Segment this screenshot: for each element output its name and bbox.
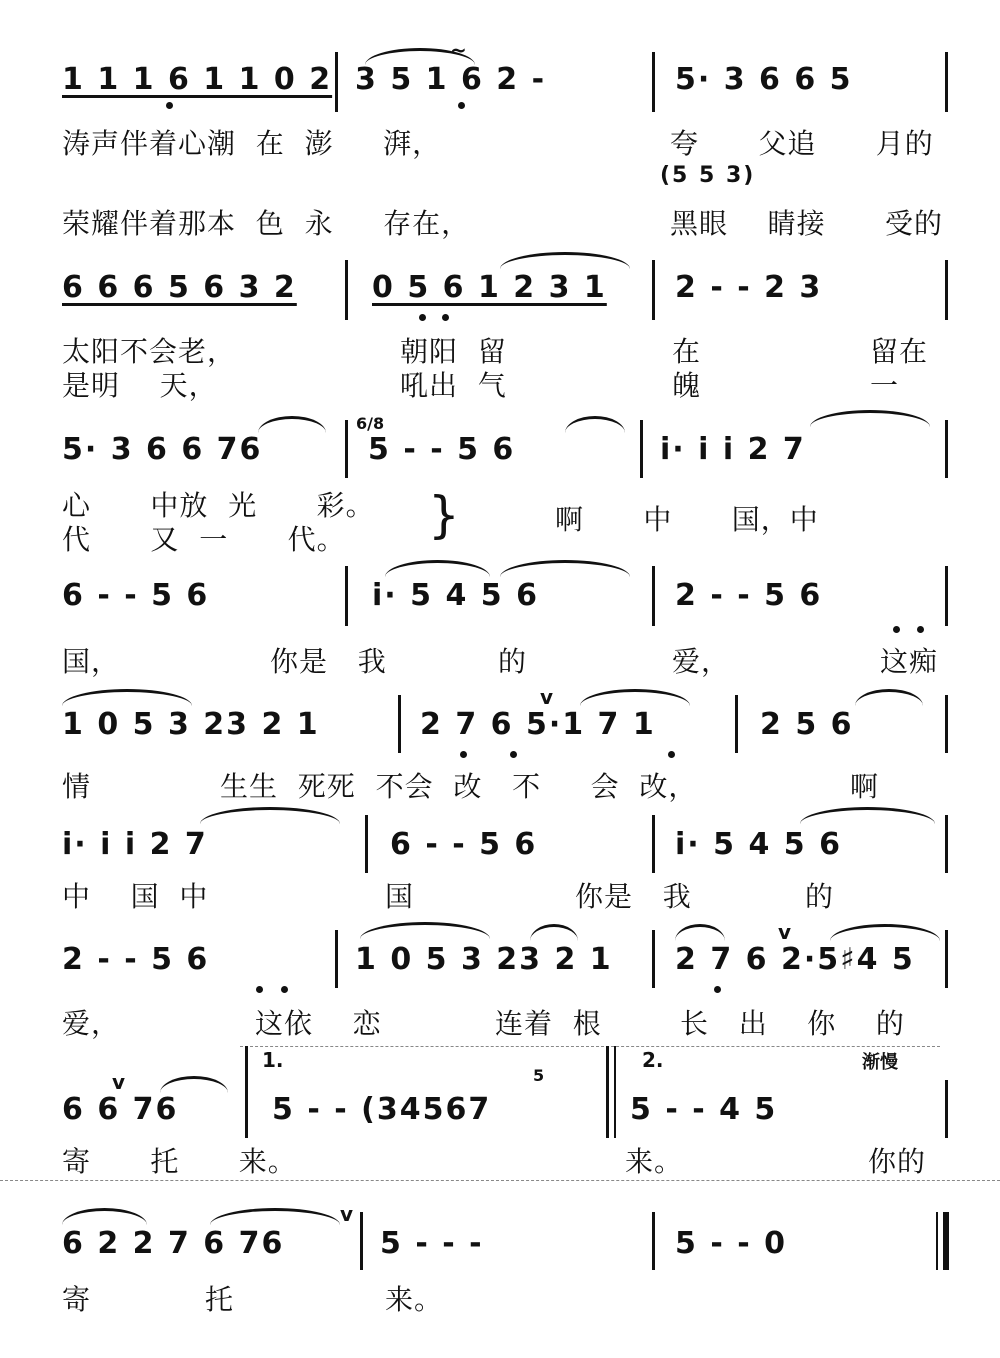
lyric-2f: 吼出 气 (400, 369, 507, 402)
lyric-2e: 是明 天， (62, 369, 218, 402)
low-octave-dot (510, 751, 517, 758)
lyric-2b: 朝阳 留 (400, 335, 507, 368)
low-octave-dot (419, 314, 426, 321)
barline (398, 695, 401, 753)
barline (945, 420, 948, 478)
barline (652, 930, 655, 988)
slur (580, 689, 690, 706)
barline (335, 52, 338, 112)
barline (945, 815, 948, 873)
barline (945, 52, 948, 112)
repeat-barline (606, 1046, 609, 1138)
slur (830, 924, 940, 941)
slur (530, 924, 578, 941)
breath-mark: v (112, 1070, 126, 1094)
barline (735, 695, 738, 753)
notes-measure-1: 6 6 76 (62, 1092, 179, 1127)
lyric-9c: 来。 (385, 1283, 444, 1316)
slur (810, 410, 930, 427)
brace: } (428, 486, 461, 544)
repeat-barline (614, 1046, 616, 1138)
lyric-7c: 连着 根 (495, 1007, 602, 1040)
barline (335, 930, 338, 988)
lyric-2d: 留在 (870, 335, 929, 368)
breath-mark: v (778, 920, 792, 944)
lyric-line-2a: 荣耀伴着那本 色 永 存在， (62, 207, 471, 240)
notes-measure-3: 5 - - 4 5 (630, 1092, 778, 1127)
barline (640, 420, 643, 478)
notes-measure-2: 0 5 6 1 2 3 1 (372, 270, 607, 305)
barline (652, 1212, 655, 1270)
lyric-6c: 你是 我 (575, 880, 692, 913)
final-barline (936, 1212, 938, 1270)
barline (652, 52, 655, 112)
lyric-8a: 寄 托 来。 (62, 1145, 297, 1178)
lyric-3c: 代 又 一 代。 (62, 523, 346, 556)
lyric-line-1a: 涛声伴着心潮 在 澎 湃， (62, 127, 442, 160)
lyric-2g: 魄 (672, 369, 702, 402)
low-octave-dot (668, 751, 675, 758)
notes-measure-3: 2 - - 5 6 (675, 578, 823, 613)
notes-measure-3: 5· 3 6 6 5 (675, 62, 853, 97)
slur (258, 416, 326, 433)
barline (945, 1080, 948, 1138)
breath-mark: v (340, 1202, 354, 1226)
lyric-7d: 长 出 你 的 (680, 1007, 905, 1040)
lyric-7b: 这依 恋 (255, 1007, 382, 1040)
lyric-5a: 情 (62, 770, 92, 803)
low-octave-dot (281, 986, 288, 993)
notes-measure-2: i· 5 4 5 6 (372, 578, 539, 613)
notes-measure-3: 5 - - 0 (675, 1226, 787, 1261)
barline (365, 815, 368, 873)
notes-measure-1: 6 - - 5 6 (62, 578, 210, 613)
lyric-3b: 啊 中 国，中 (555, 503, 819, 536)
low-octave-dot (917, 626, 924, 633)
slur (200, 807, 340, 824)
barline (945, 566, 948, 626)
notes-measure-3: 2 7 6 2·5♯4 5 (675, 942, 915, 977)
slur (160, 1076, 228, 1093)
lyric-4a: 国， (62, 645, 121, 678)
notes-measure-3: 2 - - 2 3 (675, 270, 823, 305)
notes-measure-1: 6 2 2 7 6 76 (62, 1226, 285, 1261)
slur (360, 922, 490, 939)
slur (500, 252, 630, 269)
alt-notes: (5 5 3) (660, 163, 756, 188)
volta-1: 1. (262, 1048, 284, 1072)
lyric-8b: 来。 (625, 1145, 684, 1178)
volta-line (240, 1046, 940, 1047)
notes-measure-2: 5 - - - (380, 1226, 484, 1261)
slur (210, 1208, 340, 1225)
notes-measure-2: 3 5 1 6 2 - (355, 62, 547, 97)
notes-measure-2: 2 7 6 5·1 7 1 (420, 707, 656, 742)
notes-measure-2: 6 - - 5 6 (390, 827, 538, 862)
slur (500, 560, 630, 577)
barline (945, 695, 948, 753)
barline (652, 260, 655, 320)
lyric-7a: 爱， (62, 1007, 121, 1040)
lyric-2c: 在 (672, 335, 702, 368)
lyric-8c: 你的 (868, 1145, 927, 1178)
tuplet-number: 5 (533, 1066, 545, 1085)
lyric-4b: 你是 我 (270, 645, 387, 678)
low-octave-dot (166, 102, 173, 109)
barline (652, 815, 655, 873)
slur (565, 416, 625, 433)
low-octave-dot (893, 626, 900, 633)
barline (945, 930, 948, 988)
lyric-line-2b: 黑眼 睛接 受的 (670, 207, 944, 240)
lyric-6d: 的 (805, 880, 835, 913)
notes-measure-1: 2 - - 5 6 (62, 942, 210, 977)
lyric-5b: 生生 死死 不会 改 不 会 改， (220, 770, 698, 803)
volta-2: 2. (642, 1048, 664, 1072)
barline (345, 566, 348, 626)
slur (675, 924, 725, 941)
notes-measure-2: 5 - - (34567 (272, 1092, 492, 1127)
barline (652, 566, 655, 626)
notes-measure-3: 2 5 6 (760, 707, 854, 742)
divider (0, 1180, 1000, 1181)
low-octave-dot (458, 102, 465, 109)
notes-measure-2: 1 0 5 3 23 2 1 (355, 942, 613, 977)
barline (945, 260, 948, 320)
notes-measure-3: i· i i 2 7 (660, 432, 806, 467)
lyric-3a: 心 中放 光 彩。 (62, 489, 375, 522)
lyric-9b: 托 (205, 1283, 235, 1316)
lyric-4d: 爱， (672, 645, 731, 678)
final-barline (943, 1212, 949, 1270)
breath-mark: v (540, 685, 554, 709)
lyric-4c: 的 (498, 645, 528, 678)
low-octave-dot (442, 314, 449, 321)
barline (245, 1046, 248, 1138)
notes-measure-1: i· i i 2 7 (62, 827, 208, 862)
lyric-line-1b: 夸 父追 月的 (670, 127, 934, 160)
lyric-6b: 国 (385, 880, 415, 913)
lyric-2a: 太阳不会老， (62, 335, 237, 368)
slur (855, 689, 923, 706)
notes-measure-1: 6 6 6 5 6 3 2 (62, 270, 297, 305)
slur (62, 689, 192, 706)
notes-measure-1: 5· 3 6 6 76 (62, 432, 263, 467)
notes-measure-1: 1 1 1 6 1 1 0 2 (62, 62, 333, 97)
low-octave-dot (714, 986, 721, 993)
barline (360, 1212, 363, 1270)
lyric-9a: 寄 (62, 1283, 92, 1316)
time-signature: 6/8 (356, 414, 385, 433)
lyric-2h: 一 (870, 369, 900, 402)
notes-measure-2: 5 - - 5 6 (368, 432, 516, 467)
notes-measure-1: 1 0 5 3 23 2 1 (62, 707, 320, 742)
slur (800, 807, 935, 824)
slur (62, 1208, 147, 1225)
lyric-4e: 这痴 (880, 645, 939, 678)
slur (385, 560, 490, 577)
low-octave-dot (460, 751, 467, 758)
lyric-5c: 啊 (850, 770, 880, 803)
barline (345, 260, 348, 320)
lyric-6a: 中 国 中 (62, 880, 209, 913)
notes-measure-3: i· 5 4 5 6 (675, 827, 842, 862)
tempo-marking: 渐慢 (862, 1052, 898, 1073)
trill-mark: ~ (450, 38, 467, 62)
barline (345, 420, 348, 478)
low-octave-dot (256, 986, 263, 993)
